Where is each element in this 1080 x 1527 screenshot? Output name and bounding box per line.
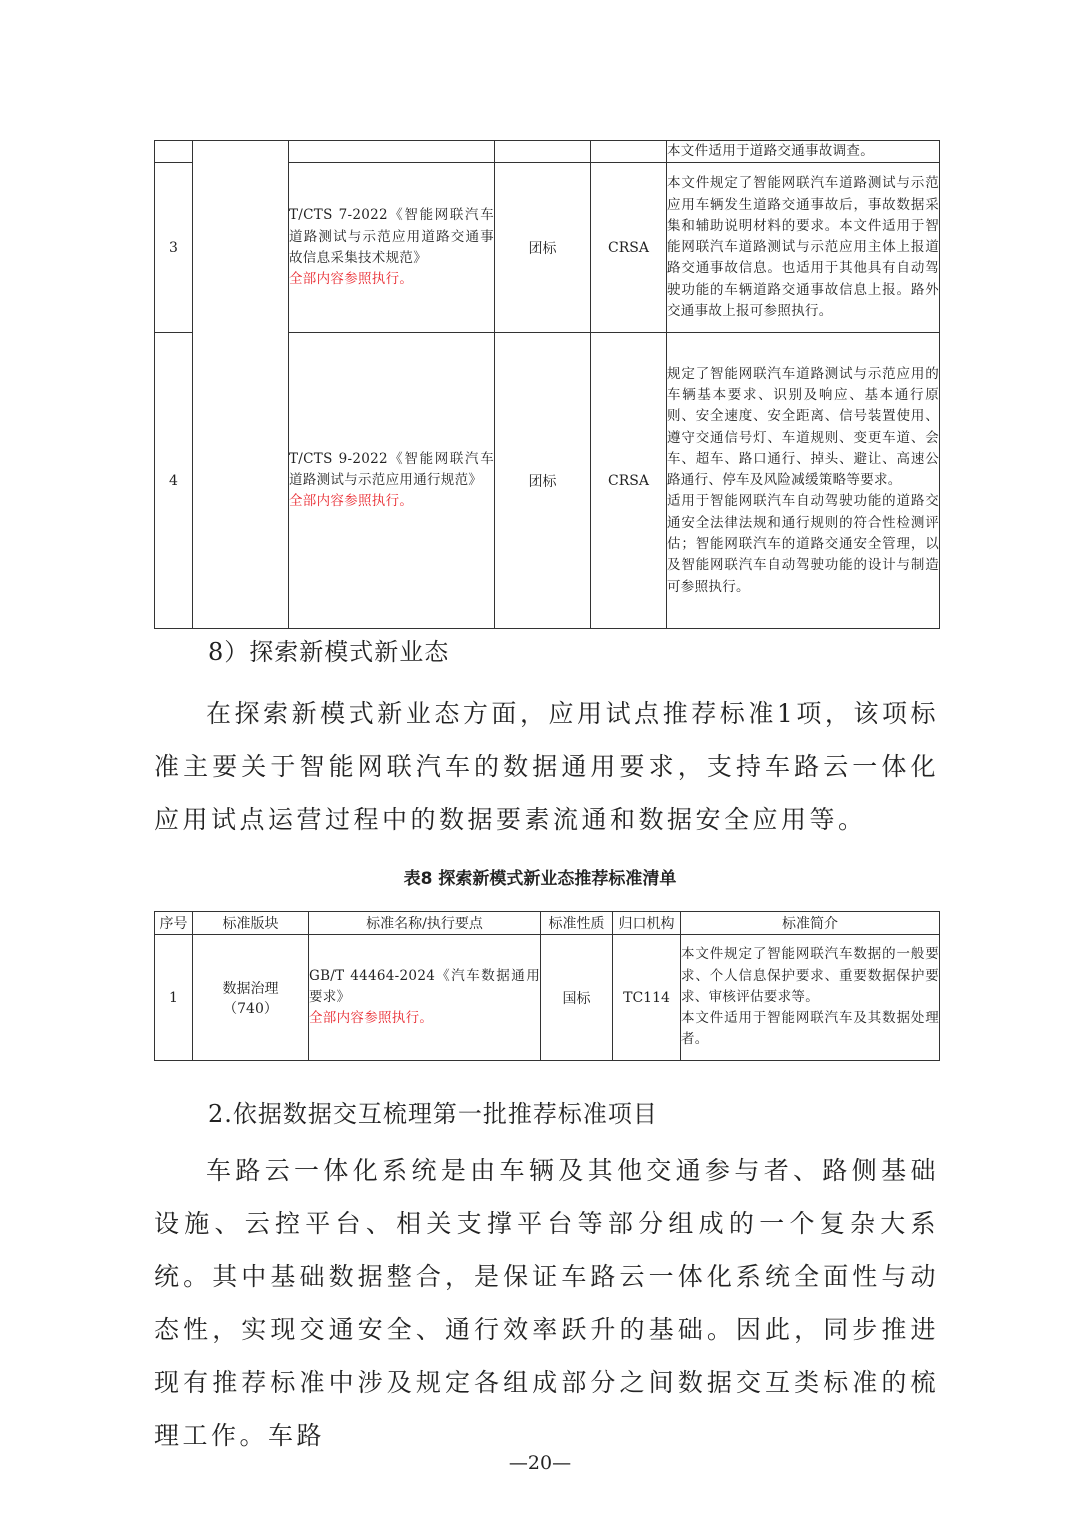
cell-org [591,141,667,163]
standard-name: T/CTS 9-2022《智能网联汽车道路测试与示范应用通行规范》 [289,450,494,489]
cell-org: TC114 [613,935,681,1061]
table-header-row [155,912,940,935]
cell-no [155,141,193,163]
section-heading: 8）探索新模式新业态 [208,638,450,666]
header-org: 归口机构 [613,912,681,935]
table-title: 表8 探索新模式新业态推荐标准清单 [403,869,677,889]
cell-nature: 团标 [495,333,591,629]
cell-org: CRSA [591,333,667,629]
header-block: 标准版块 [193,912,309,935]
intro-applicability: 本文件适用于智能网联汽车及其数据处理者。 [681,1010,939,1048]
table-row [155,141,940,163]
paragraph-text: 车路云一体化系统是由车辆及其他交通参与者、路侧基础设施、云控平台、相关支撑平台等部分组成的一个复杂大系统。其中基础数据整合，是保证车路云一体化系统全面性与动态性，实现交通安全、通行效率跃升的基础。因此，同步推进现有推荐标准中涉及规定各组成部分之间数据交互类标准的梳理工作。车路 [154,1156,939,1450]
cell-block [193,141,289,629]
cell-nature: 国标 [541,935,613,1061]
header-intro: 标准简介 [681,912,940,935]
cell-standard [309,935,541,1061]
cell-nature [495,141,591,163]
block-name: 数据治理 [222,980,279,997]
intro-scope: 规定了智能网联汽车道路测试与示范应用的车辆基本要求、识别及响应、基本通行原则、安全速度、安全距离、信号装置使用、遵守交通信号灯、车道规则、变更车道、会车、超车、路口通行、掉头、避让、高速公路通行、停车及风险减缓策略等要求。 [667,365,939,489]
paragraph-text: 在探索新模式新业态方面，应用试点推荐标准1项，该项标准主要关于智能网联汽车的数据通用要求，支持车路云一体化应用试点运营过程中的数据要素流通和数据安全应用等。 [154,699,939,834]
intro-applicability: 适用于智能网联汽车自动驾驶功能的道路交通安全法律法规和通行规则的符合性检测评估；智能网联汽车的道路交通安全管理，以及智能网联汽车自动驾驶功能的设计与制造可参照执行。 [667,493,939,595]
table-row [155,935,940,1061]
section-heading: 2.依据数据交互梳理第一批推荐标准项目 [208,1100,658,1128]
cell-standard [289,141,495,163]
standard-name: GB/T 44464-2024《汽车数据通用要求》 [309,967,540,1005]
block-code: （740） [223,1000,278,1017]
execution-note: 全部内容参照执行。 [289,493,414,510]
cell-intro: 本文件规定了智能网联汽车道路测试与示范应用车辆发生道路交通事故后，事故数据采集和辅助说明材料的要求。本文件适用于智能网联汽车道路测试与示范应用主体上报道路交通事故信息。也适用于其他具有自动驾驶功能的车辆道路交通事故信息上报。路外交通事故上报可参照执行。 [667,163,940,333]
execution-note: 全部内容参照执行。 [309,1010,434,1027]
header-no: 序号 [155,912,193,935]
header-nature: 标准性质 [541,912,613,935]
cell-nature: 团标 [495,163,591,333]
cell-intro: 本文件适用于道路交通事故调查。 [667,141,940,163]
standards-table-continued [154,140,940,629]
cell-no: 1 [155,935,193,1061]
cell-no: 3 [155,163,193,333]
execution-note: 全部内容参照执行。 [289,271,414,288]
intro-scope: 本文件规定了智能网联汽车数据的一般要求、个人信息保护要求、重要数据保护要求、审核评估要求等。 [681,946,939,1005]
section-paragraph [154,1144,939,1462]
cell-standard [289,333,495,629]
cell-intro [681,935,940,1061]
standard-name: T/CTS 7-2022《智能网联汽车道路测试与示范应用道路交通事故信息采集技术规范》 [289,207,494,266]
cell-no: 4 [155,333,193,629]
cell-intro [667,333,940,629]
cell-standard [289,163,495,333]
section-paragraph [154,687,939,846]
header-standard: 标准名称/执行要点 [309,912,541,935]
cell-org: CRSA [591,163,667,333]
standards-table-8 [154,911,940,1061]
page-number: —20— [508,1452,572,1474]
cell-block [193,935,309,1061]
